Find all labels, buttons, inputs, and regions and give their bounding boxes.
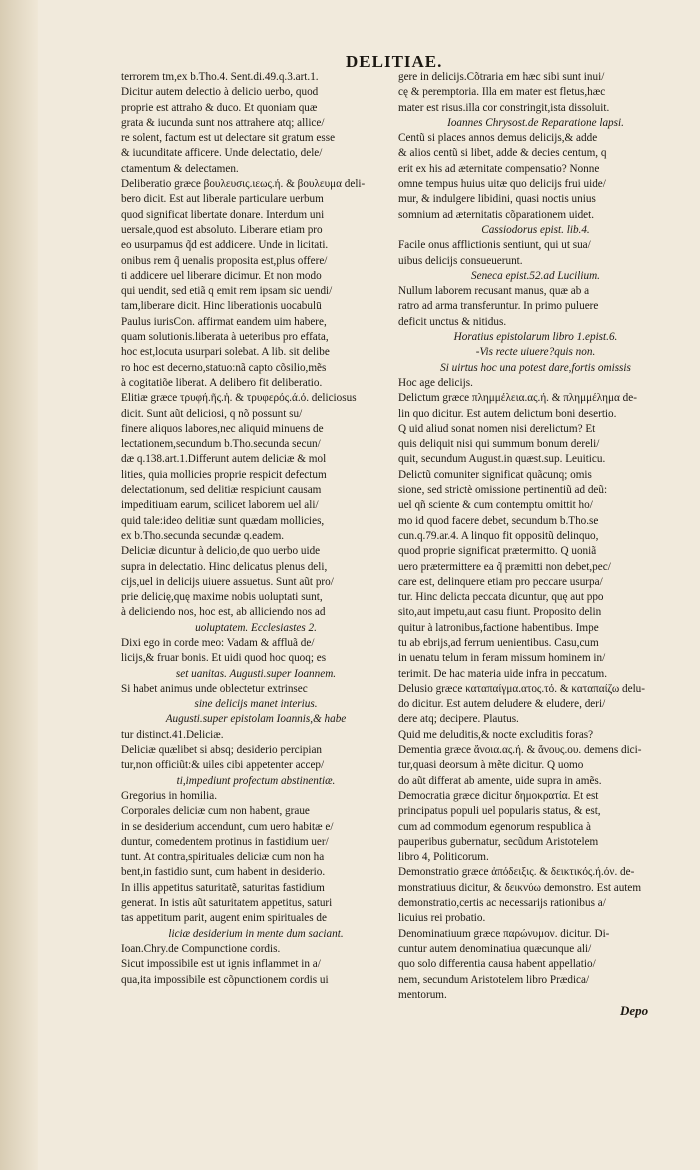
text-line: uoluptatem. Ecclesiastes 2.: [195, 621, 317, 634]
text-line: monstratiuus dicitur, & δεικνύω demonstro. Est autem: [398, 881, 642, 894]
text-line: tur,quasi deorsum à mẽte dicitur. Q uomo: [398, 759, 584, 772]
text-line: Sicut impossibile est ut ignis inflammet in a/: [121, 958, 321, 971]
text-line: re solent, factum est ut delectare sit gratum esse: [121, 132, 336, 145]
text-line: terrorem tm,ex b.Tho.4. Sent.di.49.q.3.art.1.: [121, 71, 319, 83]
text-line: pauperibus gubernatur, secũdum Aristotelem: [398, 835, 599, 848]
text-line: proprie est attraho & duco. Et quoniam quæ: [121, 101, 318, 114]
text-line: tur,non officiũt:& uiles cibi appetenter accep/: [121, 759, 325, 772]
text-line: quitur à latronibus,factione habentibus. Impe: [398, 621, 599, 634]
text-line: Delusio græce καταπαίγμα.ατος.τό. & καταπαίζω delu-: [398, 682, 645, 695]
text-line: Democratia græce dicitur δημοκρατία. Et est: [398, 789, 599, 802]
text-line: quo solo differentia causa habent appellatio/: [398, 958, 596, 971]
text-line: ti,impediunt profectum abstinentiæ.: [176, 774, 336, 787]
text-line: do aũt differat ab amente, uide supra in amẽs.: [398, 774, 602, 787]
text-line: libro 4, Politicorum.: [398, 851, 489, 864]
text-line: sito,aut impetu,aut casu fiunt. Proposito delin: [398, 606, 602, 619]
text-line: licuius rei probatio.: [398, 912, 486, 925]
text-line: cun.q.79.ar.4. A linquo fit oppositũ delinquo,: [398, 529, 599, 542]
text-line: erit ex his ad æternitate compensatio? Nonne: [398, 162, 600, 175]
text-line: à deliciendo nos, hoc est, ab alliciendo nos ad: [121, 606, 326, 619]
text-line: in uenatu telum in feram missum hominem in/: [398, 652, 606, 665]
text-line: ctamentum & delectamen.: [121, 162, 239, 175]
text-line: Q uid aliud sonat nomen nisi derelictum? Et: [398, 422, 596, 435]
text-line: Paulus iurisCon. affirmat eandem uim habere,: [121, 315, 327, 328]
text-line: somnium ad æternitatis cõparationem uidet.: [398, 208, 595, 221]
text-line: Cassiodorus epist. lib.4.: [481, 223, 590, 236]
text-line: quod significat libertate donare. Interdum uni: [121, 208, 325, 221]
text-line: impeditiuam earum, scilicet laborem uel ali/: [121, 499, 319, 512]
text-line: supra in delectatio. Hinc delicatus plenus deli,: [121, 560, 328, 573]
text-line: Facile onus afflictionis sentiunt, qui ut sua/: [398, 239, 591, 252]
text-line: tur distinct.41.Deliciæ.: [121, 728, 224, 741]
text-line: ti addicere uel liberare dicimur. Et non modo: [121, 269, 322, 282]
text-line: lin quo dicitur. Est autem delictum boni desertio.: [398, 407, 617, 420]
page-gutter: [0, 0, 38, 1170]
text-line: Deliciæ dicuntur à delicio,de quo uerbo uide: [121, 545, 321, 558]
text-line: Horatius epistolarum libro 1.epist.6.: [453, 331, 618, 344]
text-line: bent,in fastidio sunt, cum habent in desiderio.: [121, 866, 326, 879]
text-line: Ioannes Chrysost.de Reparatione lapsi.: [447, 116, 624, 129]
text-line: Demonstratio græce ἀπόδειξις. & δεικτικός.ή.όν. de-: [398, 866, 635, 879]
text-line: licijs,& fruar bonis. Et uidi quod hoc quoq; es: [121, 652, 327, 665]
text-line: tur. Hinc delicta peccata dicuntur, quę aut ppo: [398, 591, 604, 604]
text-line: deficit unctus & nitidus.: [398, 315, 507, 328]
text-line: nem, secundum Aristotelem libro Prædica/: [398, 973, 590, 986]
text-line: Delictũ comuniter significat quãcunq; omis: [398, 468, 592, 481]
text-line: lities, quia mollicies proprie respicit defectum: [121, 468, 327, 481]
text-line: grata & iucunda sunt nos attrahere atq; allice/: [121, 116, 325, 129]
right-column: [398, 70, 673, 1003]
text-line: generat. In istis aũt saturitatem appetitus, saturi: [121, 897, 333, 910]
left-column: [121, 70, 391, 988]
text-line: mo id quod facere debet, secundum b.Tho.se: [398, 514, 599, 527]
text-line: demonstratio,certis ac necessarijs rationibus a/: [398, 897, 606, 910]
text-line: Hoc age delicijs.: [398, 376, 473, 389]
text-line: in se desiderium accendunt, cum uero habitæ e/: [121, 820, 334, 833]
text-line: hoc est,locuta usurpari solebat. A lib. sit delibe: [121, 346, 330, 359]
text-line: uero prætermittere ea q̃ præmitti non debet,pec/: [398, 560, 611, 573]
text-line: principatus populi uel popularis status, & est,: [398, 805, 601, 818]
text-line: dæ q.138.art.1.Differunt autem deliciæ & mol: [121, 453, 327, 466]
text-line: Deliciæ quælibet si absq; desiderio percipian: [121, 744, 323, 757]
text-line: quod proprie significat prætermitto. Q uoniã: [398, 545, 597, 558]
text-line: ro hoc est decerno,statuo:nã capto cõsilio,mẽs: [121, 361, 327, 374]
text-line: à cogitatiõe liberat. A delibero fit deliberatio.: [121, 376, 323, 389]
text-line: Ioan.Chry.de Compunctione cordis.: [121, 942, 281, 955]
text-line: quis deliquit nisi qui summum bonum dereli/: [398, 438, 600, 451]
text-line: onibus rem q̃ uenalis proposita est,plus offere/: [121, 254, 328, 267]
text-line: eo usurpamus q̃d est addicere. Unde in licitati.: [121, 239, 329, 252]
text-line: Corporales deliciæ cum non habent, graue: [121, 805, 310, 818]
text-line: Dicitur autem delectio à delicio uerbo, quod: [121, 86, 319, 99]
text-line: tam,liberare dicit. Hinc liberationis uocabulū: [121, 300, 322, 313]
text-line: quam solutionis.liberata à ueteribus pro effata,: [121, 331, 329, 344]
text-line: cijs,uel in delicijs uiuere assuetus. Sunt aũt pro/: [121, 575, 334, 588]
text-line: duntur, comedentem protinus in fastidium uer/: [121, 835, 329, 848]
text-line: sine delicijs manet interius.: [194, 698, 318, 711]
text-line: Gregorius in homilia.: [121, 789, 218, 802]
text-line: dicit. Sunt aũt deliciosi, q nõ possunt su/: [121, 407, 303, 420]
text-line: & alios centũ si libet, adde & decies centum, q: [398, 147, 607, 160]
text-line: ex b.Tho.secunda secundæ q.eadem.: [121, 529, 285, 542]
text-line: omne tempus huius uitæ quo delicijs frui uide/: [398, 178, 606, 191]
text-line: Seneca epist.52.ad Lucilium.: [471, 269, 600, 282]
text-line: Centũ si places annos demus delicijs,& adde: [398, 132, 598, 145]
text-line: lectationem,secundum b.Tho.secunda secun/: [121, 438, 321, 451]
text-line: Denominatiuum græce παρώνυμον. dicitur. Di-: [398, 927, 610, 940]
text-line: cum ad commodum egenorum respublica à: [398, 820, 591, 833]
text-line: Si habet animus unde oblectetur extrinsec: [121, 682, 308, 695]
text-line: cę & peremptoria. Illa em mater est fletus,hæc: [398, 86, 606, 99]
text-line: care est, delinquere etiam pro peccare usurpa/: [398, 575, 603, 588]
text-line: tu ab ebrijs,ad ferrum uenientibus. Casu,cum: [398, 636, 599, 649]
text-line: Delictum græce πλημμέλεια.ας.ή. & πλημμέλημα de-: [398, 392, 637, 405]
text-line: tas appetitum parit, augent enim spirituales de: [121, 912, 327, 925]
text-line: mentorum.: [398, 988, 447, 1001]
text-line: terimit. De hac materia uide infra in peccatum.: [398, 667, 608, 680]
text-line: uel qñ sciente & cum contemptu omittit ho/: [398, 499, 593, 512]
text-line: qua,ita impossibile est cõpunctionem cordis ui: [121, 973, 329, 986]
text-line: tunt. At contra,spirituales deliciæ cum non ha: [121, 851, 325, 864]
text-line: In illis appetitus saturitatẽ, saturitas fastidium: [121, 881, 325, 894]
text-line: do dicitur. Est autem deludere & eludere, deri/: [398, 698, 606, 711]
text-line: dere atq; decipere. Plautus.: [398, 713, 519, 726]
text-line: bero dicit. Est aut liberale particulare uerbum: [121, 193, 324, 206]
text-line: & iucunditate afficere. Unde delectatio, dele/: [121, 147, 323, 160]
text-line: Nullum laborem recusant manus, quæ ab a: [398, 285, 590, 298]
text-line: cuntur autem denominatiua quæcunque ali/: [398, 942, 592, 955]
text-line: mur, & indulgere libidini, quasi noctis unius: [398, 193, 596, 206]
text-line: uibus delicijs consueuerunt.: [398, 254, 523, 267]
text-line: quid tale:ideo delitiæ sunt quædam mollicies,: [121, 514, 325, 527]
text-line: Dixi ego in corde meo: Vadam & affluã de/: [121, 636, 315, 649]
text-line: Quid me deluditis,& nocte excluditis foras?: [398, 728, 594, 741]
text-line: set uanitas. Augusti.super Ioannem.: [175, 667, 337, 680]
catchword: Depo: [620, 1003, 649, 1018]
text-line: Augusti.super epistolam Ioannis,& habe: [165, 713, 347, 726]
text-line: -Vis recte uiuere?quis non.: [475, 346, 596, 359]
text-line: mater est risus.illa cor constringit,ista dissoluit.: [398, 101, 610, 114]
text-line: delectationum, sed delitiæ respiciunt causam: [121, 484, 322, 497]
text-line: uersale,quod est absoluto. Liberare etiam pro: [121, 223, 323, 236]
running-head: DELITIAE.: [346, 52, 443, 71]
text-line: Elitiæ græce τρυφή.ῆς.ἡ. & τρυφερός.ά.ό. deliciosus: [121, 392, 357, 405]
text-line: sione, sed strictè omissione pertinentiũ ad deũ:: [398, 484, 608, 497]
text-line: qui uendit, sed etiã q emit rem ipsam sic uendi/: [121, 285, 333, 298]
text-line: Si uirtus hoc una potest dare,fortis omissis: [440, 361, 631, 374]
text-line: Deliberatio græce βουλευσις.ιεως.ή. & βουλευμα deli-: [121, 178, 366, 191]
text-line: finere aliquos labores,nec aliquid minuens de: [121, 422, 324, 435]
text-line: quit, secundum August.in quæst.sup. Leuiticu.: [398, 453, 606, 466]
text-line: gere in delicijs.Cõtraria em hæc sibi sunt inui/: [398, 71, 605, 83]
text-line: Dementia græce ἄνοια.ας.ή. & ἄνους.ου. demens dici-: [398, 744, 642, 757]
text-line: ratro ad arma transferuntur. In primo puluere: [398, 300, 599, 313]
text-line: prie delicię,quę maxime nobis uoluptati sunt,: [121, 591, 323, 604]
text-line: liciæ desiderium in mente dum saciant.: [168, 927, 344, 940]
